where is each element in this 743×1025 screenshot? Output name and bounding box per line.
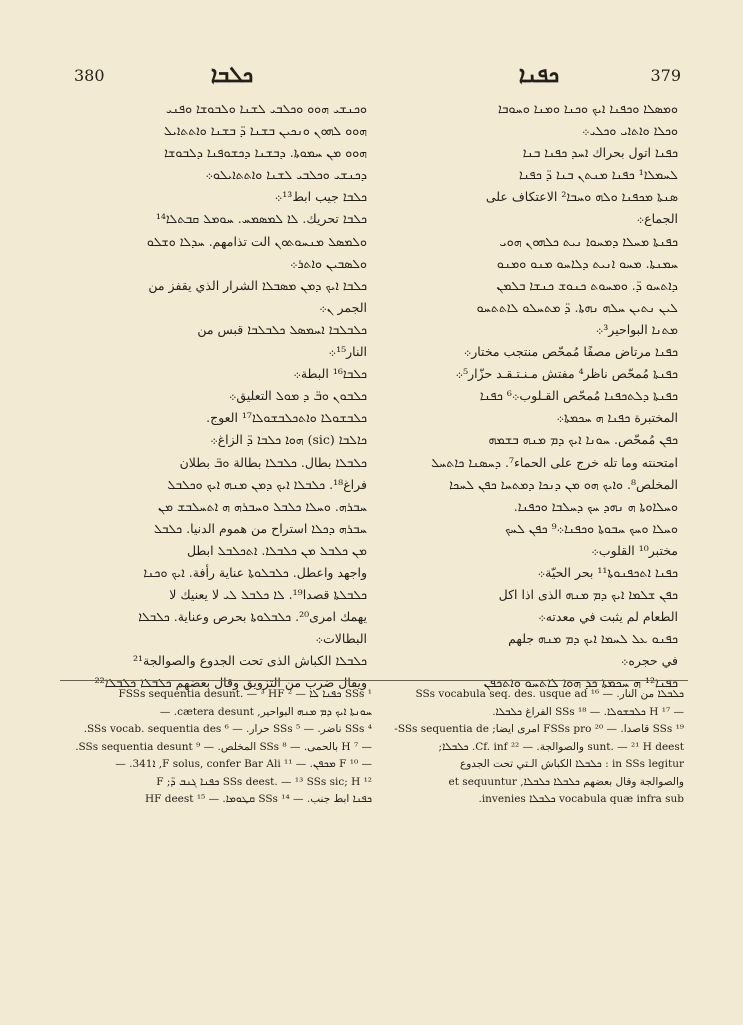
text-line: ܚܒܪܗ. ܘܚܠܐ ܟܠܒܠ ܘܚܒܪܗ ܗ ܐܬܚܠܒܫ ܡܢ [158, 498, 367, 514]
text-line: في حجره܀ [620, 653, 678, 669]
footnote-line: ܟܦܢܐ ابط جنب. — ¹⁴ SSs ܩܛܘܡܐ. — ¹⁵ HF deest [144, 793, 372, 805]
entry-headword-line: ܟܦܢܐ¹² ܗ ܚܟܡܬܐ ܟܕ ܗܘܐ ܠܐܬܚܘ ܘܐܬܟܦܢ [483, 675, 678, 691]
entry-headword-line: ܟܦܢܬܐ ܕܠܬܟܦܢܐ مُمحّص القـلوب܀⁶ ܟܦܢܐ [479, 388, 678, 404]
right-text-column [384, 98, 678, 695]
text-line: ܠܝܢ ܢܬܝܢ ܚܠܗ ܢܗܬܐ. ܕ̈ ܡܬܚܠܘ ܠܐܬܬܚܘ [476, 299, 678, 315]
text-line: ܠܚܡܠܐ¹ ܟܦܢܐ ܡܢܬܢ ܒܢܐ ܕ̈ ܟܦܢܐ [518, 167, 678, 183]
text-line: ܚܒܪܗ ܕܟܠܐ استراح من هموم الدنيا. ܟܠܒܠ [153, 520, 367, 536]
footnote-line: — ⁷ H بالحمى. — ⁸ SSs المخلص. — ⁹ SSs sequentia desunt. [75, 740, 372, 753]
text-line: امتحنته وما تله خرج على الحماء⁷. ܕܚܣܢܐ ܟܐܬܚܠ [431, 454, 678, 470]
entry-headword-line: ܟܠܒܫܘܠܐ ܘܐܬܟܠܒܫܘܠܐ¹⁷ العوج. [206, 410, 367, 426]
text-line: ܘܚܠܐܘܬܐ ܗ ܢܗܕ ܚܟ ܕܚܠܒܐ ܘܟܦܢܐ. [513, 498, 678, 514]
text-line: البطالات܀ [315, 631, 367, 647]
text-line: ܕܐܬܚܘ ܕ̈. ܘܡܚܘܬ ܟܢܘܫ ܟܢܫܐ ܒܠܡܢ [496, 277, 678, 293]
footnote-line: ¹⁹ SSs قاصدا. — ²⁰ FSSs pro امرى ايضا; SSs sequentia de- [394, 723, 684, 735]
footnote-line: in SSs legitur : ܟܠܒܠܐ الكباش الـتي تحت الجدوع [459, 758, 684, 770]
text-line: الجماع܀ [636, 211, 678, 227]
entry-headword-line: ܟܦܢܘ ܥܠ ܠܚܡܐ ܐܝܟ ܕܡ ܡܢܗ جلهم [508, 631, 678, 647]
footnote-line: — ¹⁰ F ܡܟܦܢ. — ¹¹ F solus, confer Bar Ali, ܐ341. — [115, 758, 372, 770]
footnote-line: والصوالجة وقال بعضهم ܟܠܒܠܐ ܟܠܒܠܐ, et sequuntur [448, 775, 684, 788]
entry-headword-line: ܟܦܢܬܐ مُمحّص ناظر⁴ مفتش مـنـتـقـد حزّار⁵܀ [455, 366, 678, 382]
left-page-number: 380 [74, 66, 105, 85]
entry-headword-line: ܟܦܢܬܐ ܡܚܠܐ ܕܡܚܘܐ ܢܝܬ ܟܠܗܘܢ ܗܘܝ [499, 233, 678, 249]
text-line: ويقال ضرب من التزويق وقال بعضهم ܟܠܒܠܐ ܟܠܒܠܐ²² [94, 675, 367, 691]
entry-headword-line: ܟܦܢ مُمحّص. ܚܘܢܐ ܐܝܟ ܕܡ ܡܢܗ ܒܫܡܗ [488, 432, 678, 448]
footnote-line: sunt. — ²¹ H deest والصوالجة. — ²² Cf. inf. ܟܠܒܠܐ; [438, 740, 684, 753]
right-footnotes [386, 686, 684, 809]
text-line: المخلص⁸. ܘܐܝܟ ܗܘ ܡܢ ܕܢܟܐ ܕܡܬܚܐ ܟܦܢ ܠܚܟܐ [449, 476, 678, 492]
text-line: ܟܐܠܒܐ (sic) ܗܘܐ ܟܠܒܐ ܕ̈ الزاغ܀ [210, 432, 367, 448]
footnote-divider [60, 680, 688, 681]
text-line: النار¹⁵܀ [328, 344, 367, 360]
text-line: ܟܠܒܠܬܐ قصدا¹⁹. ܠܐ ܟܠܒܠ ܠܝ لا يعنيك لا [169, 587, 367, 603]
entry-headword-line: ܟܦܢܐ اتول بحراك ܐܚܕ ܟܦܢܐ ܒܢܐ [522, 145, 678, 161]
right-running-head: ܟܦܢܐ [518, 62, 560, 88]
entry-headword-line: ܟܠܒܐ ܐܝܟ ܕܡܢ ܡܣܒܠܐ الشرار الذي يقفز من [148, 277, 367, 293]
text-line: ܘܠܡܣܠ ܡܢܚܘܬܘܢ الت تذامهم. ܚܕܠܐ ܘܫܠܘ [146, 233, 367, 249]
text-line: ܘܟܠܐ ܘܐܬܐܝ ܘܟܠܝ܀ [582, 123, 678, 139]
entry-headword-line: ܟܦܢ ܫܠܡܐ ܐܝܟ ܕܡ ܡܢܗ الذى اذا اكل [498, 587, 678, 603]
text-line: يهمك امرى²⁰. ܟܠܒܠܘܬܐ بحرص وعناية. ܟܠܒܠܐ [138, 609, 367, 625]
entry-headword-line: ܟܠܒܐ جيب ابط¹³܀ [274, 189, 367, 205]
entry-headword-line: ܟܦܢܐ ܐܬܟܦܢܘܬܐ¹¹ بحر الحيّة܀ [537, 564, 678, 580]
entry-headword-line: ܟܠܒܠܐ بطال. ܟܠܒܠܐ بطالة ܘܒ̈ بطلان [179, 454, 367, 470]
text-line: ܡܢ ܟܠܒܠ ܡܢ ܟܠܒܠܐ. ܐܬܟܠܒܠ ابطل [186, 542, 367, 558]
text-line: ܣܢܬܐ ܡܟܦܢܐ ܘܠܗ ܘܚܒܐ² الاعتكاف على [485, 189, 678, 205]
footnote-line: ¹ SSs ܟܦܢܐ ܠܐ — ² FSSs sequentia desunt. — ³ HF [118, 688, 372, 700]
footnote-line: ܚܘܢܬܐ ܐܝܟ ܕܡ ܡܢܗ البواحير, cætera desunt. — [159, 705, 372, 718]
text-line: ܗܘܘ ܠܗܘܢ ܘܢܟܝܢ ܒܫܢܐ ܕ̈ ܒܫܢܐ ܘܐܬܬܐܝܠ [163, 123, 367, 139]
left-footnotes [72, 686, 372, 809]
entry-headword-line: ܟܠܒܐ¹⁶ البطة܀ [293, 366, 367, 382]
text-line: المختبرة ܟܦܢܐ ܗ ܚܟܡܬܐ܀ [556, 410, 678, 426]
text-line: الطعام لم يثبت في معدته܀ [538, 609, 678, 625]
footnote-line: ¹² SSs deest. — ¹³ SSs sic; H ܟܦܢܐ ܓܢܒ ܕ̈; F [156, 775, 372, 788]
text-line: ܗܘܘ ܡܢ ܚܡܘܬܐ. ܕܒܫܢܐ ܕܟܫܘܦܢܐ ܕܠܒܘܫܐ [164, 145, 367, 161]
text-line: ܘܠܣܒܝܢ ܘܐܬܪ܀ [289, 255, 367, 271]
text-line: ܚܡܢܬܐ. ܡܚܘ ܐܢܝܬ ܕܠܐܚܘ ܡܢܘ ܘܡܢܘ [496, 255, 678, 271]
text-line: ܘܚܠܐ ܘܚܟ ܚܒܘܬܐ ܘܟܦܢܐ܀⁹ ܟܦܢ ܠܚܟ [505, 520, 678, 536]
text-line: ܡܬܢܐ البواحير³܀ [595, 321, 678, 337]
text-line: ܕܟܢܫܝ ܘܟܠܒܝ ܠܫܢܐ ܘܐܬܬܐܝܠܘ܀ [205, 167, 367, 183]
right-page-number: 379 [650, 66, 681, 85]
entry-headword-line: ܟܠܒܐ تحريك. ܠܐ ܠܡܣܡܚ. ܚܘܡܠ ܩܒܬܠܐ¹⁴ [155, 211, 367, 227]
footnote-line: — ¹⁷ H ܟܠܒܫܘܠܐ. — ¹⁸ SSs الفراغ ܟܠܒܠܐ. [492, 705, 684, 718]
text-line: مختبر¹⁰ القلوب܀ [591, 542, 678, 558]
footnote-line: ܟܠܒܠܐ من النار. — ¹⁶ SSs vocabula seq. des. usque ad [415, 688, 684, 700]
entry-headword-line: ܟܠܒܘܢ ܘܒ̈ ܕ ܡܘܠ التعليق܀ [228, 388, 367, 404]
entry-headword-line: ܟܠܒܠܒܐ ܐܚܡܣܠ ܟܠܒܠܒܐ قبس من [197, 321, 367, 337]
entry-headword-line: ܟܦܢܐ مرتاض مصفًا مُمحّص منتجب مختار܀ [463, 344, 678, 360]
text-line: ܘܟܢܫܝ ܗܘܘ ܘܟܠܒܝ ܠܫܢܐ ܘܠܒܘܫܐ ܘܦܢܝ [165, 101, 367, 116]
footnote-line: vocabula quæ infra sub ܟܠܒܠܐ invenies. [478, 793, 684, 805]
text-line: واجهد واعطل. ܟܠܒܠܘܬܐ عناية رأفة. ܐܝܟ ܘܟܢܐ [143, 564, 367, 580]
text-line: فراغ¹⁸. ܟܠܒܠܐ ܐܝܟ ܕܡܢ ܡܢܗ ܐܝܟ ܘܟܠܒܠ [167, 476, 367, 492]
left-running-head: ܟܠܒܐ [210, 62, 254, 88]
text-line: الجمر ܢ܀ [319, 299, 367, 315]
footnote-line: ⁴ SSs ناضر. — ⁵ SSs حرار. — ⁶ SSs vocab. sequentia des. [83, 723, 372, 735]
entry-headword-line: ܟܠܒܠܐ الكباش الذى تحت الجدوع والصوالجة²¹ [133, 653, 367, 669]
left-text-column [72, 98, 367, 695]
text-line: ܘܡܣܠܐ ܘܟܦܢܐ ܐܝܟ ܘܟܢܐ ܘܡܢܐ ܘܚܘܒܐ [497, 101, 678, 116]
